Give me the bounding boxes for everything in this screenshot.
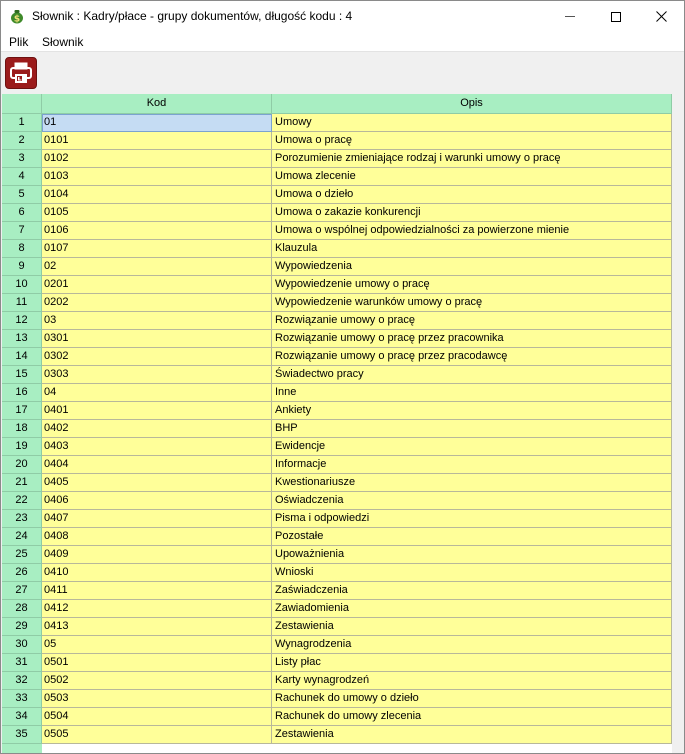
cell-kod[interactable]: 0410 — [42, 564, 272, 582]
column-header-opis[interactable]: Opis — [272, 94, 672, 114]
table-row[interactable] — [2, 402, 672, 420]
column-header-kod[interactable]: Kod — [42, 94, 272, 114]
cell-kod[interactable]: 0504 — [42, 708, 272, 726]
table-row[interactable] — [2, 132, 672, 150]
table-row[interactable] — [2, 474, 672, 492]
cell-kod[interactable]: 0405 — [42, 474, 272, 492]
table-row[interactable] — [2, 726, 672, 744]
table-row[interactable] — [2, 600, 672, 618]
print-icon — [9, 61, 33, 85]
cell-opis[interactable]: Rozwiązanie umowy o pracę — [272, 312, 672, 330]
close-icon — [656, 11, 667, 22]
table-row[interactable] — [2, 204, 672, 222]
cell-kod[interactable]: 0101 — [42, 132, 272, 150]
svg-text:$: $ — [13, 14, 21, 24]
table-row[interactable] — [2, 312, 672, 330]
cell-opis[interactable]: Pisma i odpowiedzi — [272, 510, 672, 528]
print-button[interactable] — [5, 57, 37, 89]
table-row[interactable] — [2, 438, 672, 456]
close-button[interactable] — [638, 1, 684, 32]
cell-kod[interactable]: 02 — [42, 258, 272, 276]
table-row[interactable] — [2, 168, 672, 186]
row-number[interactable]: 20 — [2, 456, 42, 474]
row-number[interactable]: 4 — [2, 168, 42, 186]
cell-opis[interactable]: Kwestionariusze — [272, 474, 672, 492]
cell-opis[interactable]: Ewidencje — [272, 438, 672, 456]
table-row[interactable] — [2, 366, 672, 384]
cell-kod[interactable]: 0408 — [42, 528, 272, 546]
cell-opis[interactable]: Wynagrodzenia — [272, 636, 672, 654]
cell-kod[interactable]: 0201 — [42, 276, 272, 294]
row-number[interactable]: 35 — [2, 726, 42, 744]
table-row[interactable] — [2, 150, 672, 168]
row-header-filler — [2, 744, 42, 753]
title-bar[interactable] — [1, 1, 684, 32]
row-number[interactable]: 25 — [2, 546, 42, 564]
table-row[interactable] — [2, 222, 672, 240]
money-bag-icon — [9, 8, 25, 24]
row-number[interactable]: 12 — [2, 312, 42, 330]
row-number[interactable]: 11 — [2, 294, 42, 312]
cell-kod[interactable]: 0202 — [42, 294, 272, 312]
row-number[interactable]: 5 — [2, 186, 42, 204]
cell-kod[interactable]: 0105 — [42, 204, 272, 222]
table-row[interactable] — [2, 330, 672, 348]
dictionary-grid[interactable] — [2, 94, 672, 753]
cell-opis[interactable]: Informacje — [272, 456, 672, 474]
table-row[interactable] — [2, 240, 672, 258]
cell-kod[interactable]: 0502 — [42, 672, 272, 690]
cell-kod[interactable]: 0303 — [42, 366, 272, 384]
row-number[interactable]: 30 — [2, 636, 42, 654]
cell-kod[interactable]: 0413 — [42, 618, 272, 636]
row-number[interactable]: 28 — [2, 600, 42, 618]
cell-opis[interactable]: Wypowiedzenie umowy o pracę — [272, 276, 672, 294]
row-number[interactable]: 32 — [2, 672, 42, 690]
table-row[interactable] — [2, 384, 672, 402]
cell-opis[interactable]: Rachunek do umowy zlecenia — [272, 708, 672, 726]
cell-kod[interactable]: 0402 — [42, 420, 272, 438]
row-number[interactable]: 17 — [2, 402, 42, 420]
cell-kod[interactable]: 0505 — [42, 726, 272, 744]
table-row[interactable] — [2, 420, 672, 438]
row-number[interactable]: 6 — [2, 204, 42, 222]
table-row[interactable] — [2, 582, 672, 600]
row-number[interactable]: 10 — [2, 276, 42, 294]
cell-kod[interactable]: 0403 — [42, 438, 272, 456]
cell-opis[interactable]: Rachunek do umowy o dzieło — [272, 690, 672, 708]
cell-opis[interactable]: Inne — [272, 384, 672, 402]
row-number[interactable]: 9 — [2, 258, 42, 276]
cell-kod[interactable]: 0404 — [42, 456, 272, 474]
cell-opis[interactable]: Zestawienia — [272, 726, 672, 744]
table-row[interactable] — [2, 672, 672, 690]
cell-kod[interactable]: 0406 — [42, 492, 272, 510]
table-row[interactable] — [2, 528, 672, 546]
table-row[interactable] — [2, 258, 672, 276]
cell-opis[interactable]: Umowa zlecenie — [272, 168, 672, 186]
maximize-button[interactable] — [593, 1, 639, 32]
row-number[interactable]: 18 — [2, 420, 42, 438]
minimize-button[interactable] — [547, 1, 593, 32]
table-row[interactable] — [2, 636, 672, 654]
row-number[interactable]: 8 — [2, 240, 42, 258]
cell-kod[interactable]: 0102 — [42, 150, 272, 168]
maximize-icon — [611, 12, 621, 22]
cell-kod[interactable]: 0412 — [42, 600, 272, 618]
cell-opis[interactable]: Umowy — [272, 114, 672, 132]
row-number[interactable]: 7 — [2, 222, 42, 240]
cell-opis[interactable]: Upoważnienia — [272, 546, 672, 564]
cell-opis[interactable]: Umowa o zakazie konkurencji — [272, 204, 672, 222]
table-row[interactable] — [2, 294, 672, 312]
cell-opis[interactable]: Zestawienia — [272, 618, 672, 636]
cell-kod[interactable]: 0401 — [42, 402, 272, 420]
cell-kod[interactable]: 0409 — [42, 546, 272, 564]
cell-kod[interactable]: 0104 — [42, 186, 272, 204]
cell-kod[interactable]: 0302 — [42, 348, 272, 366]
table-row[interactable] — [2, 348, 672, 366]
cell-kod[interactable]: 0407 — [42, 510, 272, 528]
cell-opis[interactable]: Karty wynagrodzeń — [272, 672, 672, 690]
row-number[interactable]: 33 — [2, 690, 42, 708]
menu-bar — [1, 32, 684, 52]
cell-kod[interactable]: 0103 — [42, 168, 272, 186]
cell-kod[interactable]: 0501 — [42, 654, 272, 672]
cell-kod[interactable]: 04 — [42, 384, 272, 402]
table-row[interactable] — [2, 276, 672, 294]
row-number[interactable]: 24 — [2, 528, 42, 546]
row-number[interactable]: 27 — [2, 582, 42, 600]
row-number[interactable]: 1 — [2, 114, 42, 132]
cell-opis[interactable]: Umowa o wspólnej odpowiedzialności za powierzone mienie — [272, 222, 672, 240]
cell-kod[interactable]: 0107 — [42, 240, 272, 258]
cell-opis[interactable]: Wnioski — [272, 564, 672, 582]
cell-kod[interactable]: 01 — [42, 114, 272, 132]
row-number[interactable]: 22 — [2, 492, 42, 510]
cell-kod[interactable]: 0411 — [42, 582, 272, 600]
row-number[interactable]: 21 — [2, 474, 42, 492]
cell-opis[interactable]: Rozwiązanie umowy o pracę przez pracodawcę — [272, 348, 672, 366]
cell-opis[interactable]: Umowa o dzieło — [272, 186, 672, 204]
grid-corner[interactable] — [2, 94, 42, 114]
cell-opis[interactable]: Porozumienie zmieniające rodzaj i warunki umowy o pracę — [272, 150, 672, 168]
row-number[interactable]: 15 — [2, 366, 42, 384]
cell-opis[interactable]: Wypowiedzenia — [272, 258, 672, 276]
table-row[interactable] — [2, 654, 672, 672]
table-row[interactable] — [2, 618, 672, 636]
row-number[interactable]: 34 — [2, 708, 42, 726]
row-number[interactable]: 29 — [2, 618, 42, 636]
table-row[interactable] — [2, 564, 672, 582]
row-number[interactable]: 2 — [2, 132, 42, 150]
cell-kod[interactable]: 0503 — [42, 690, 272, 708]
table-row[interactable] — [2, 690, 672, 708]
table-row[interactable] — [2, 492, 672, 510]
table-row[interactable] — [2, 510, 672, 528]
cell-kod[interactable]: 03 — [42, 312, 272, 330]
menu-slownik[interactable]: Słownik — [42, 35, 84, 49]
cell-kod[interactable]: 05 — [42, 636, 272, 654]
cell-opis[interactable]: Pozostałe — [272, 528, 672, 546]
menu-plik[interactable]: Plik — [9, 35, 29, 49]
row-number[interactable]: 26 — [2, 564, 42, 582]
row-number[interactable]: 23 — [2, 510, 42, 528]
table-row[interactable] — [2, 186, 672, 204]
table-row[interactable] — [2, 708, 672, 726]
row-number[interactable]: 13 — [2, 330, 42, 348]
cell-opis[interactable]: Oświadczenia — [272, 492, 672, 510]
row-number[interactable]: 16 — [2, 384, 42, 402]
cell-opis[interactable]: Zaświadczenia — [272, 582, 672, 600]
row-number[interactable]: 3 — [2, 150, 42, 168]
cell-opis[interactable]: Wypowiedzenie warunków umowy o pracę — [272, 294, 672, 312]
minimize-icon — [565, 16, 575, 17]
table-row[interactable] — [2, 546, 672, 564]
table-row[interactable] — [2, 114, 672, 132]
cell-opis[interactable]: Listy płac — [272, 654, 672, 672]
toolbar — [1, 53, 684, 93]
row-number[interactable]: 14 — [2, 348, 42, 366]
cell-kod[interactable]: 0106 — [42, 222, 272, 240]
cell-opis[interactable]: Klauzula — [272, 240, 672, 258]
grid-right-margin — [672, 94, 684, 753]
row-number[interactable]: 19 — [2, 438, 42, 456]
cell-opis[interactable]: Rozwiązanie umowy o pracę przez pracownika — [272, 330, 672, 348]
cell-kod[interactable]: 0301 — [42, 330, 272, 348]
cell-opis[interactable]: Umowa o pracę — [272, 132, 672, 150]
cell-opis[interactable]: Zawiadomienia — [272, 600, 672, 618]
cell-opis[interactable]: Świadectwo pracy — [272, 366, 672, 384]
cell-opis[interactable]: BHP — [272, 420, 672, 438]
row-number[interactable]: 31 — [2, 654, 42, 672]
window-title: Słownik : Kadry/płace - grupy dokumentów, długość kodu : 4 — [32, 9, 353, 23]
table-row[interactable] — [2, 456, 672, 474]
cell-opis[interactable]: Ankiety — [272, 402, 672, 420]
